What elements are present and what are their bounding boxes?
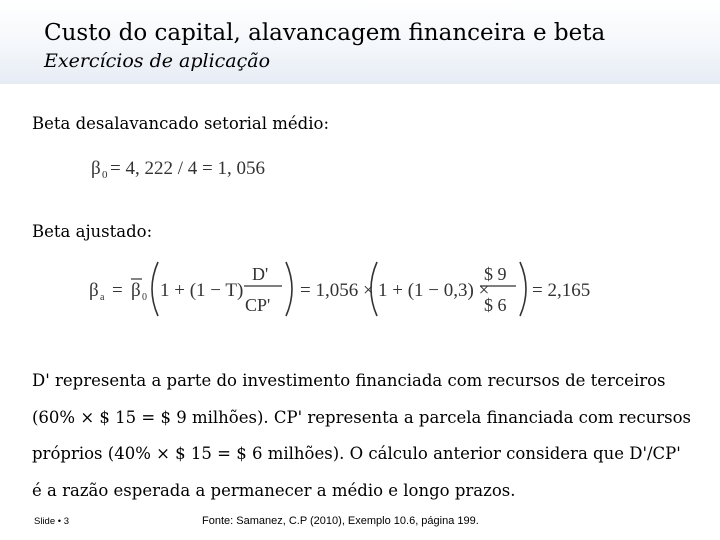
formula2-left-paren-1 [152,262,158,316]
formula2-beta-0: β [131,280,141,301]
paragraph-line: (60% × $ 15 = $ 9 milhões). CP' representa a parcela financiada com recursos [32,407,692,427]
formula2-beta-a-subscript: a [100,292,105,303]
adjusted-beta-label: Beta ajustado: [32,222,153,241]
formula2-numerator2: $ 9 [484,264,507,284]
adjusted-beta-formula [89,262,590,316]
formula2-beta-0-subscript: 0 [142,292,147,303]
formula2-right-paren-1 [286,262,292,316]
formula2-denominator1: CP' [245,295,271,315]
slide-subtitle: Exercícios de aplicação [44,50,271,72]
unlevered-beta-label: Beta desalavancado setorial médio: [32,114,330,133]
formula2-mid: = 1,056 × [300,280,374,301]
formula2-term2: 1 + (1 − 0,3) × [378,280,490,301]
formula2-right-paren-2 [520,262,526,316]
paragraph-line: D' representa a parte do investimento financiada com recursos de terceiros [32,371,666,390]
formula1-beta-subscript: 0 [102,169,108,181]
slide-title: Custo do capital, alavancagem financeira e beta [44,20,606,46]
formula2-numerator1: D' [252,264,269,284]
formula2-denominator2: $ 6 [484,295,507,315]
source-citation: Fonte: Samanez, C.P (2010), Exemplo 10.6, página 199. [202,515,479,527]
paragraph-line: é a razão esperada a permanecer a médio e longo prazos. [32,480,516,500]
paragraph-line: próprios (40% × $ 15 = $ 6 milhões). O cálculo anterior considera que D'/CP' [32,444,681,463]
formula1-beta: β [91,158,101,179]
formula2-equals: = [112,280,123,301]
formula2-beta-a: β [89,280,99,301]
unlevered-beta-formula [91,158,265,181]
slide-number: Slide • 3 [34,516,70,527]
formula1-rhs: = 4, 222 / 4 = 1, 056 [110,158,265,179]
formula2-term1: 1 + (1 − T) [160,280,244,301]
formula2-result: = 2,165 [532,280,591,301]
explanation-paragraph [32,363,702,509]
